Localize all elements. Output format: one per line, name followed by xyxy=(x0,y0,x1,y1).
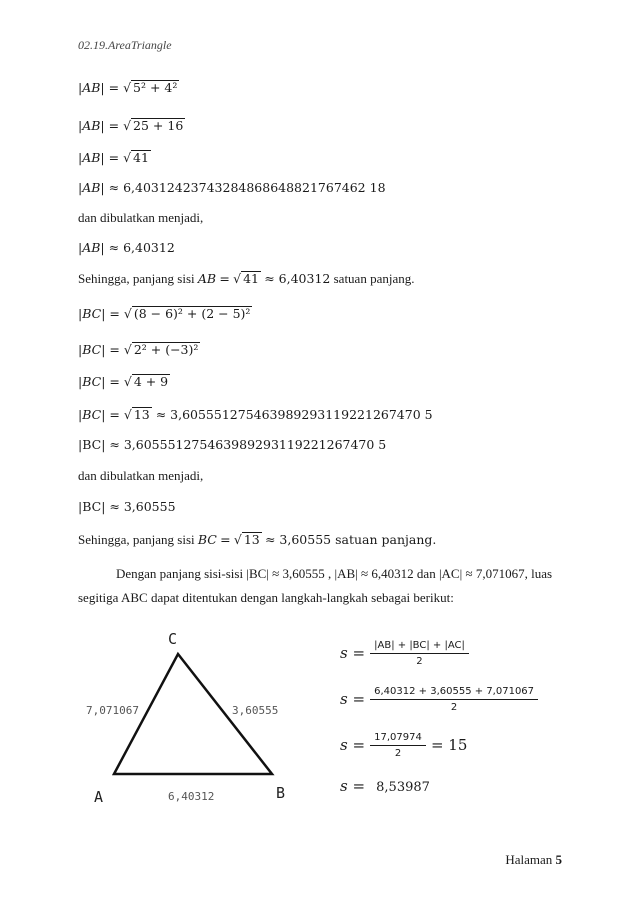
vertex-label-c: C xyxy=(168,630,178,648)
side-label-ac: 7,071067 xyxy=(86,704,139,717)
text-rounding-ab: dan dibulatkan menjadi, xyxy=(78,210,204,225)
eq-ab-line-3: |AB| = √ 41 xyxy=(78,150,149,165)
eq-semiperimeter-3: s = $\frac{17,07974}{2}$ = 15 xyxy=(340,732,468,759)
eq-bc-line-3: |BC| = √ 4 + 9 xyxy=(78,374,169,389)
page-footer xyxy=(505,852,562,868)
eq-semiperimeter-4: s = 8,53987 xyxy=(340,777,430,795)
text-ab-conclusion: Sehingga, panjang sisi AB = √ 41 ≈ 6,40312 satuan panjang. xyxy=(78,271,415,286)
eq-ab-rounded: |AB| ≈ 6,40312 xyxy=(78,240,175,255)
eq-bc-line-2: |BC| = √ 2² + (−3)² xyxy=(78,342,199,357)
side-label-bc: 3,60555 xyxy=(232,704,279,717)
document-header: 02.19.AreaTriangle xyxy=(78,38,172,52)
vertex-label-b: B xyxy=(276,784,286,802)
triangle-diagram xyxy=(74,624,334,814)
text-bc-conclusion: Sehingga, panjang sisi BC = √ 13 ≈ 3,60555 satuan panjang. xyxy=(78,532,437,547)
eq-ab-line-4: |AB| ≈ 6,40312423743284868648821767462 18 xyxy=(78,180,386,195)
page-number: 5 xyxy=(555,852,562,867)
paragraph-side-lengths: Dengan panjang sisi-sisi |BC| ≈ 3,60555 , |AB| ≈ 6,40312 dan |AC| ≈ 7,071067, luas segitiga ABC dapat ditentukan dengan langkah-langkah sebagai berikut: xyxy=(78,566,553,605)
footer-label: Halaman xyxy=(505,852,553,867)
eq-bc-line-4: |BC| = √ 13 ≈ 3,605551275463989293119221267470 5 xyxy=(78,407,433,422)
eq-ab-line-2: |AB| = √ 25 + 16 xyxy=(78,118,184,133)
eq-bc-rounded: |BC| ≈ 3,60555 xyxy=(78,499,176,514)
side-label-ab: 6,40312 xyxy=(168,790,215,803)
text-rounding-bc: dan dibulatkan menjadi, xyxy=(78,468,204,483)
eq-semiperimeter-2: s = $\frac{6,40312 + 3,60555 + 7,071067}{2}$ xyxy=(340,686,538,713)
eq-ab-line-1: |AB| = √ 5² + 4² xyxy=(78,80,178,95)
vertex-label-a: A xyxy=(94,788,104,806)
eq-semiperimeter-1: s = $\frac{|AB| + |BC| + |AC|}{2}$ xyxy=(340,640,469,667)
eq-bc-line-1: |BC| = √ (8 − 6)² + (2 − 5)² xyxy=(78,306,251,321)
eq-bc-line-5: |BC| ≈ 3,605551275463989293119221267470 5 xyxy=(78,437,387,452)
